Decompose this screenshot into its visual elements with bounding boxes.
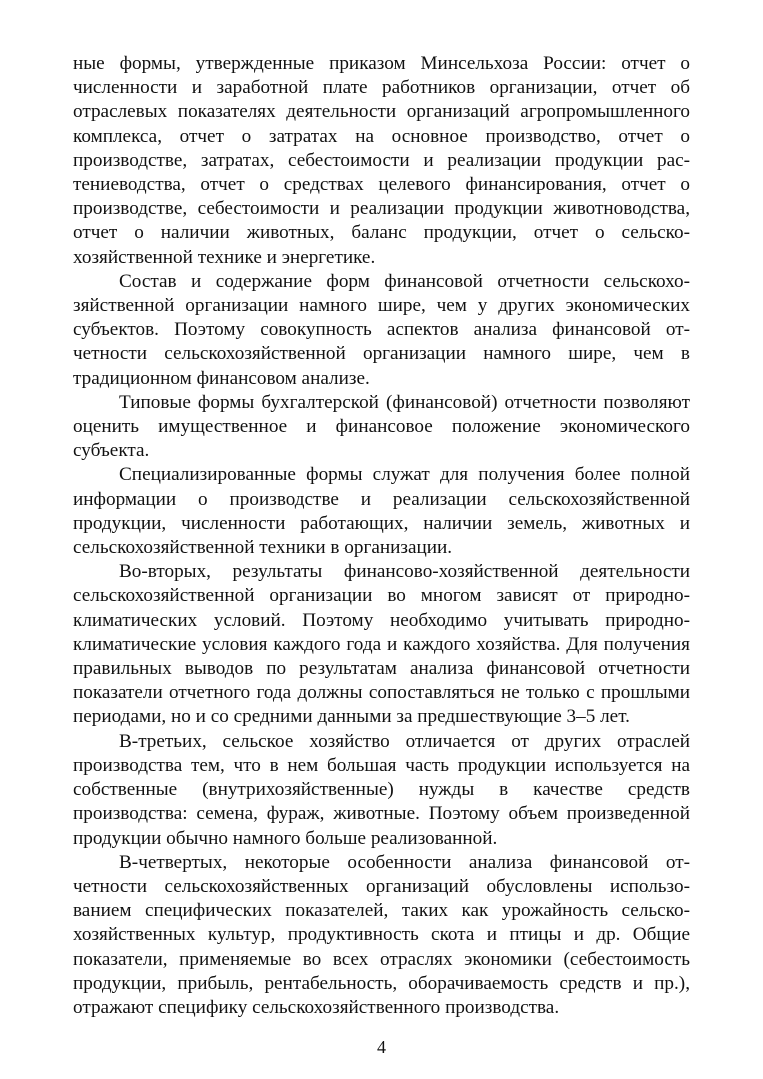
paragraph-fourth-point: В-четвертых, некоторые особенности анализа финансовой отчетности сельскохозяйственных организаций обусловлены использованием специфических показателей, таких как урожайность сельскохозяйственных культур, продуктивность скота и птицы и др. Общие показатели, применяемые во всех отраслях экономики (себестоимость продукции, прибыль, рентабельность, оборачиваемость средств и пр.), отражают специфику сельскохозяйственного производства. xyxy=(73,851,690,1018)
paragraph-standard-forms: Типовые формы бухгалтерской (финансовой) отчетности позволяют оценить имущественное и финансовое положение экономического субъекта. xyxy=(73,391,690,462)
page-number: 4 xyxy=(377,1037,386,1057)
paragraph-third-point: В-третьих, сельское хозяйство отличается от других отраслей производства тем, что в нем большая часть продукции используется на собственные (внутрихозяйственные) нужды в качестве средств производства: семена, фураж, животные. Поэтому объем произведенной продукции обычно намного больше реализованной. xyxy=(73,730,690,849)
paragraph-continuation: ные формы, утвержденные приказом Минсельхоза России: отчет о численности и заработной плате работников организации, отчет об отраслевых показателях деятельности организаций агропромышленного комплекса, отчет о затратах на основное производство, отчет о производстве, затратах, себестоимости и реализации продукции растениеводства, отчет о средствах целевого финансирования, отчет о производстве, себестоимости и реализации продукции животноводства, отчет о наличии животных, баланс продукции, отчет о сельскохозяйственной технике и энергетике. xyxy=(73,53,690,268)
paragraph-reporting-forms-scope: Состав и содержание форм финансовой отчетности сельскохозяйственной организации намного шире, чем у других экономических субъектов. Поэтому совокупность аспектов анализа финансовой отчетности сельскохозяйственной организации намного шире, чем в традиционном финансовом анализе. xyxy=(73,270,690,389)
document-page xyxy=(73,52,690,1020)
paragraph-specialized-forms: Специализированные формы служат для получения более полной информации о производстве и реализации сельскохозяйственной продукции, численности работающих, наличии земель, животных и сельскохозяйственной техники в организации. xyxy=(73,464,690,559)
paragraph-second-point: Во-вторых, результаты финансово-хозяйственной деятельности сельскохозяйственной организации во многом зависят от природно-климатических условий. Поэтому необходимо учитывать природно-климатические условия каждого года и каждого хозяйства. Для получения правильных выводов по результатам анализа финансовой отчетности показатели отчетного года должны сопоставляться не только с прошлыми периодами, но и со средними данными за предшествующие 3–5 лет. xyxy=(73,561,690,728)
